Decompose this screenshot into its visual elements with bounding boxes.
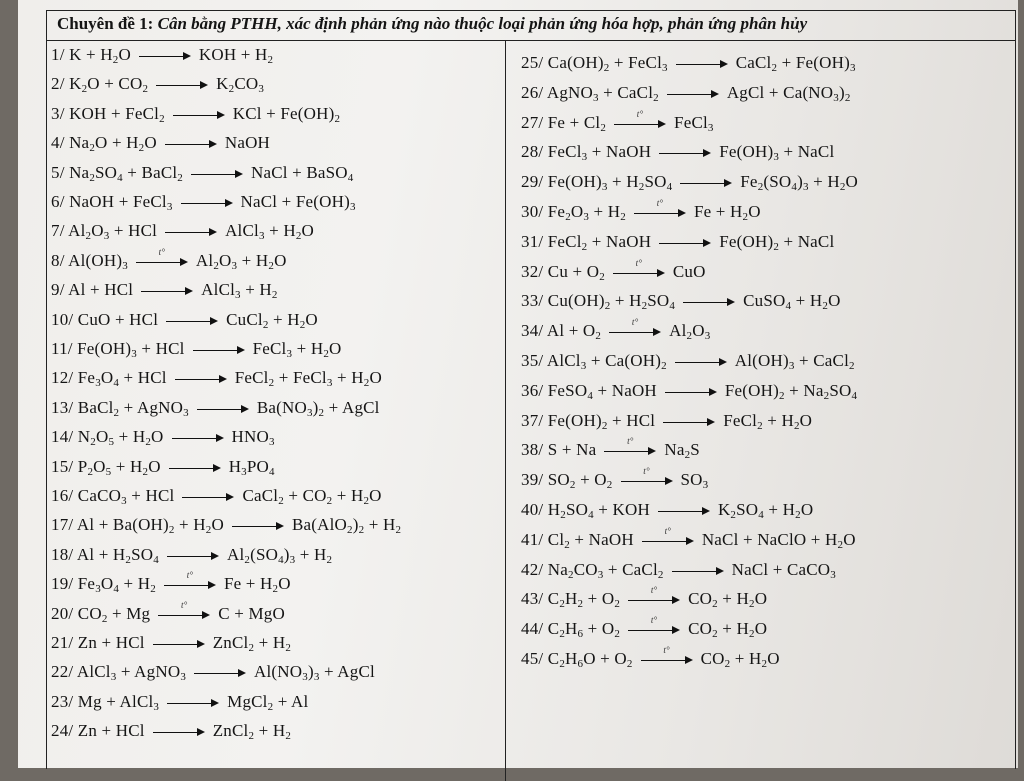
reactants: $P_2O_5 + H_2O$ bbox=[77, 456, 161, 478]
reactants: $Ca(OH)_2$ + FeCl$_3$ bbox=[547, 53, 668, 74]
equation-number: 37/ bbox=[521, 410, 548, 430]
reaction-arrow-icon bbox=[659, 236, 711, 250]
equation-number: 45/ bbox=[521, 649, 548, 668]
products: $Al(OH)_3$ + CaCl$_2$ bbox=[734, 351, 855, 372]
products: ZnCl$_2$ + $H_2$ bbox=[212, 721, 292, 743]
products: CaCl$_2$ + $CO_2 + H_2O$ bbox=[242, 486, 382, 507]
reactants: FeSO$_4$ + NaOH bbox=[547, 380, 657, 402]
reactants: $Fe_3O_4$ + HCl bbox=[77, 368, 167, 390]
heat-condition: t° bbox=[631, 317, 639, 328]
left-equation bbox=[51, 246, 287, 272]
reactants: $Fe_3O_4 + H_2$ bbox=[77, 574, 156, 596]
equation-number: 17/ bbox=[51, 515, 77, 535]
reactants: Al + HCl bbox=[68, 280, 134, 300]
reactants: $Al + O_2$ bbox=[546, 321, 602, 343]
equation-number: 10/ bbox=[51, 309, 78, 329]
left-equation bbox=[51, 45, 273, 65]
reaction-arrow-icon bbox=[642, 525, 694, 548]
reactants: CaCO$_3$ + HCl bbox=[77, 486, 175, 507]
left-equation bbox=[51, 74, 264, 94]
right-equation bbox=[521, 317, 711, 343]
left-equation bbox=[51, 486, 382, 506]
reactants: Zn + HCl bbox=[77, 633, 145, 652]
products: $CO_2 + H_2O$ bbox=[700, 649, 780, 670]
products: NaCl + $Fe(OH)_3$ bbox=[240, 192, 356, 213]
products: KOH + $H_2$ bbox=[198, 45, 274, 66]
reactants: $Na_2O + H_2O$ bbox=[69, 133, 157, 155]
right-equation bbox=[521, 198, 761, 223]
equation-number: 6/ bbox=[51, 192, 70, 211]
reaction-arrow-icon bbox=[156, 78, 208, 92]
worksheet-table bbox=[46, 10, 1016, 769]
equation-number: 32/ bbox=[521, 261, 548, 281]
left-equation bbox=[51, 545, 332, 565]
reaction-arrow-icon bbox=[665, 385, 717, 399]
products: CuCl$_2$ + $H_2O$ bbox=[226, 309, 318, 331]
reaction-arrow-icon bbox=[139, 49, 191, 63]
products: AlCl$_3$ + $H_2$ bbox=[201, 280, 278, 302]
heat-condition: t° bbox=[656, 198, 664, 209]
products: FeCl$_3$ bbox=[674, 112, 714, 134]
left-equation bbox=[51, 633, 291, 653]
reaction-arrow-icon bbox=[167, 696, 219, 710]
reaction-arrow-icon bbox=[675, 355, 727, 369]
equation-number: 12/ bbox=[51, 368, 78, 388]
heat-condition: t° bbox=[650, 585, 658, 596]
reactants: $Fe + Cl_2$ bbox=[547, 112, 607, 134]
heat-condition: t° bbox=[627, 436, 634, 447]
reaction-arrow-icon bbox=[658, 504, 710, 518]
reactants: $Cl_2$ + NaOH bbox=[547, 529, 634, 551]
equation-number: 13/ bbox=[51, 397, 78, 417]
reaction-arrow-icon bbox=[165, 137, 217, 151]
heat-condition: t° bbox=[636, 108, 644, 119]
products: CuO bbox=[672, 261, 706, 281]
reaction-arrow-icon bbox=[141, 284, 193, 298]
left-equation bbox=[51, 280, 278, 300]
products: $K_2SO_4 + H_2O$ bbox=[717, 500, 814, 521]
heat-condition: t° bbox=[664, 525, 672, 536]
title-instruction: Cân bằng PTHH, xác định phản ứng nào thuộc loại phản ứng hóa hợp, phản ứng phân hủy bbox=[157, 14, 808, 33]
left-equation bbox=[51, 662, 375, 682]
products: $Fe + H_2O$ bbox=[223, 574, 291, 596]
products: $CO_2 + H_2O$ bbox=[688, 619, 768, 641]
reactants: $Al + H_2SO_4$ bbox=[76, 544, 159, 566]
reaction-arrow-icon bbox=[158, 599, 210, 622]
equation-number: 26/ bbox=[521, 82, 547, 102]
products: FeCl$_2$ + $H_2O$ bbox=[723, 410, 813, 432]
right-equation bbox=[521, 257, 706, 283]
left-equation bbox=[51, 692, 308, 712]
left-equation bbox=[51, 398, 380, 418]
products: $Fe_2(SO_4)_3 + H_2O$ bbox=[740, 172, 859, 194]
products: $Fe(OH)_2 + Na_2SO_4$ bbox=[724, 380, 858, 402]
right-equation bbox=[521, 172, 858, 192]
reaction-arrow-icon bbox=[232, 519, 284, 533]
heat-condition: t° bbox=[643, 466, 650, 477]
equation-number: 23/ bbox=[51, 691, 78, 711]
reaction-arrow-icon bbox=[628, 585, 680, 607]
equation-number: 43/ bbox=[521, 589, 548, 609]
equation-number: 30/ bbox=[521, 202, 548, 221]
right-equation bbox=[521, 53, 856, 73]
products: NaCl + CaCO$_3$ bbox=[731, 559, 836, 581]
equation-number: 11/ bbox=[51, 339, 78, 358]
equation-number: 7/ bbox=[51, 221, 69, 241]
right-equation bbox=[521, 381, 857, 401]
equation-number: 44/ bbox=[521, 619, 548, 639]
reaction-arrow-icon bbox=[165, 225, 217, 239]
reactants: FeCl$_2$ + NaOH bbox=[547, 231, 652, 253]
reaction-arrow-icon bbox=[173, 108, 225, 122]
products: $Al_2O_3$ bbox=[669, 321, 711, 343]
left-equation bbox=[51, 721, 291, 741]
reactants: NaOH + FeCl$_3$ bbox=[69, 192, 173, 213]
equation-number: 4/ bbox=[51, 133, 70, 153]
left-equation bbox=[51, 310, 318, 330]
products: $Al_2(SO_4)_3 + H_2$ bbox=[226, 544, 333, 566]
products: CaCl$_2$ + $Fe(OH)_3$ bbox=[735, 53, 856, 74]
reaction-arrow-icon bbox=[641, 645, 693, 667]
reactants: $C_2H_6O + O_2$ bbox=[547, 649, 633, 670]
reaction-arrow-icon bbox=[181, 196, 233, 210]
right-equation bbox=[521, 142, 834, 162]
reaction-arrow-icon bbox=[136, 246, 188, 269]
products: CuSO$_4$ + $H_2O$ bbox=[743, 291, 841, 313]
right-equation bbox=[521, 500, 813, 520]
products: NaOH bbox=[224, 133, 271, 153]
products: $CO_2 + H_2O$ bbox=[688, 589, 768, 611]
products: $Ba(NO_3)_2$ + AgCl bbox=[256, 397, 380, 419]
right-equation bbox=[521, 560, 836, 580]
right-equation bbox=[521, 466, 709, 492]
reaction-arrow-icon bbox=[175, 372, 227, 386]
reaction-arrow-icon bbox=[621, 466, 673, 488]
products: $K_2CO_3$ bbox=[216, 74, 265, 96]
reaction-arrow-icon bbox=[153, 637, 205, 651]
reaction-arrow-icon bbox=[167, 549, 219, 563]
equation-number: 9/ bbox=[51, 280, 69, 300]
left-equation bbox=[51, 427, 275, 447]
heat-condition: t° bbox=[158, 246, 166, 257]
equation-number: 16/ bbox=[51, 486, 78, 505]
equation-number: 20/ bbox=[51, 603, 78, 623]
left-equation bbox=[51, 104, 340, 124]
reactants: $Fe_2O_3 + H_2$ bbox=[547, 202, 626, 223]
right-equation bbox=[521, 108, 714, 134]
reaction-arrow-icon bbox=[194, 666, 246, 680]
heat-condition: t° bbox=[186, 570, 194, 581]
equation-number: 38/ bbox=[521, 440, 548, 460]
equation-number: 39/ bbox=[521, 470, 548, 490]
products: KCl + $Fe(OH)_2$ bbox=[232, 103, 341, 125]
equation-number: 35/ bbox=[521, 351, 547, 370]
equation-number: 14/ bbox=[51, 427, 78, 447]
equation-number: 25/ bbox=[521, 53, 548, 72]
left-equation bbox=[51, 133, 270, 153]
products: MgCl$_2$ + Al bbox=[227, 691, 309, 713]
equation-number: 29/ bbox=[521, 172, 548, 192]
reaction-arrow-icon bbox=[169, 461, 221, 475]
reaction-arrow-icon bbox=[172, 431, 224, 445]
reaction-arrow-icon bbox=[166, 314, 218, 328]
reactants: $Cu(OH)_2 + H_2SO_4$ bbox=[547, 291, 676, 313]
heat-condition: t° bbox=[650, 615, 658, 626]
products: NaCl + NaClO + $H_2O$ bbox=[701, 529, 856, 551]
reactants: $Na_2CO_3$ + CaCl$_2$ bbox=[547, 559, 664, 581]
reaction-arrow-icon bbox=[634, 198, 686, 220]
reactants: AlCl$_3$ + AgNO$_3$ bbox=[76, 662, 187, 684]
equation-number: 27/ bbox=[521, 112, 548, 132]
reaction-arrow-icon bbox=[628, 615, 680, 637]
products: $Fe + H_2O$ bbox=[693, 202, 761, 223]
reactants: Mg + AlCl$_3$ bbox=[77, 691, 160, 713]
reactants: AgNO$_3$ + CaCl$_2$ bbox=[546, 82, 659, 104]
reactants: $H_2SO_4$ + KOH bbox=[547, 500, 650, 521]
column-divider bbox=[505, 41, 506, 781]
reaction-arrow-icon bbox=[197, 402, 249, 416]
equation-number: 40/ bbox=[521, 500, 548, 519]
products: FeCl$_2$ + FeCl$_3$ + $H_2O$ bbox=[234, 368, 382, 390]
reactants: $C_2H_2 + O_2$ bbox=[547, 589, 621, 611]
reaction-arrow-icon bbox=[663, 415, 715, 429]
reaction-arrow-icon bbox=[683, 295, 735, 309]
equation-number: 24/ bbox=[51, 721, 78, 741]
right-equation bbox=[521, 291, 841, 311]
products: C + MgO bbox=[218, 603, 285, 623]
equation-number: 28/ bbox=[521, 142, 548, 162]
reactants: $Fe(OH)_3$ + HCl bbox=[77, 339, 185, 360]
heat-condition: t° bbox=[635, 257, 643, 268]
equation-number: 31/ bbox=[521, 231, 548, 251]
reaction-arrow-icon bbox=[604, 436, 656, 458]
reactants: KOH + FeCl$_2$ bbox=[69, 103, 165, 125]
products: ZnCl$_2$ + $H_2$ bbox=[212, 633, 292, 654]
products: NaCl + BaSO$_4$ bbox=[251, 162, 354, 184]
reactants: $SO_2 + O_2$ bbox=[547, 470, 613, 492]
equation-number: 21/ bbox=[51, 633, 78, 652]
right-equation bbox=[521, 585, 768, 611]
reaction-arrow-icon bbox=[191, 167, 243, 181]
reactants: $Fe(OH)_2$ + HCl bbox=[547, 410, 656, 432]
left-equation bbox=[51, 163, 354, 183]
reaction-arrow-icon bbox=[680, 176, 732, 190]
right-equation bbox=[521, 645, 780, 670]
reaction-arrow-icon bbox=[672, 564, 724, 578]
left-equation bbox=[51, 221, 314, 241]
right-equation bbox=[521, 525, 856, 551]
equation-number: 3/ bbox=[51, 103, 70, 123]
reaction-arrow-icon bbox=[667, 87, 719, 101]
products: $Na_2S$ bbox=[664, 440, 700, 462]
reactants: $Cu + O_2$ bbox=[547, 261, 605, 283]
products: $SO_3$ bbox=[680, 470, 709, 492]
reactants: S + Na bbox=[547, 440, 597, 460]
products: $Al(NO_3)_3$ + AgCl bbox=[254, 662, 375, 684]
products: $Al_2O_3 + H_2O$ bbox=[195, 250, 287, 272]
products: $HNO_3$ bbox=[231, 427, 275, 449]
reaction-arrow-icon bbox=[676, 57, 728, 71]
equation-number: 42/ bbox=[521, 559, 548, 579]
equation-number: 18/ bbox=[51, 544, 77, 564]
reactants: Zn + HCl bbox=[77, 721, 145, 741]
equation-number: 2/ bbox=[51, 74, 70, 94]
equation-number: 22/ bbox=[51, 662, 77, 682]
reaction-arrow-icon bbox=[182, 490, 234, 504]
reactants: FeCl$_3$ + NaOH bbox=[547, 142, 652, 164]
reactants: $K_2O + CO_2$ bbox=[69, 74, 149, 96]
reactants: $Fe(OH)_3 + H_2SO_4$ bbox=[547, 172, 673, 194]
equation-number: 34/ bbox=[521, 321, 547, 341]
equation-number: 33/ bbox=[521, 291, 548, 311]
reactants: AlCl$_3$ + $Ca(OH)_2$ bbox=[546, 351, 667, 372]
products: FeCl$_3$ + $H_2O$ bbox=[252, 339, 342, 360]
reaction-arrow-icon bbox=[164, 570, 216, 592]
products: AlCl$_3$ + $H_2O$ bbox=[225, 221, 315, 243]
products: $Ba(AlO_2)_2 + H_2$ bbox=[291, 515, 402, 537]
equation-number: 5/ bbox=[51, 162, 70, 182]
reaction-arrow-icon bbox=[613, 257, 665, 280]
left-equation bbox=[51, 457, 275, 477]
left-equation bbox=[51, 192, 356, 212]
title-topic: Chuyên đề 1: bbox=[57, 14, 154, 33]
reaction-arrow-icon bbox=[193, 343, 245, 357]
left-equation bbox=[51, 599, 285, 625]
products: $Fe(OH)_3$ + NaCl bbox=[719, 142, 835, 164]
heat-condition: t° bbox=[180, 599, 188, 610]
products: $H_3PO_4$ bbox=[228, 456, 275, 478]
reaction-arrow-icon bbox=[614, 108, 666, 131]
paper-sheet bbox=[18, 0, 1018, 768]
left-equation bbox=[51, 368, 382, 388]
reactants: $Al(OH)_3$ bbox=[68, 250, 128, 272]
heat-condition: t° bbox=[663, 645, 670, 656]
reactants: $K + H_2O$ bbox=[69, 45, 131, 66]
reactants: $Al_2O_3$ + HCl bbox=[68, 221, 158, 243]
reactants: CuO + HCl bbox=[77, 309, 159, 329]
right-equation bbox=[521, 351, 855, 371]
reactants: $CO_2 + Mg$ bbox=[77, 603, 151, 625]
equation-number: 36/ bbox=[521, 380, 548, 400]
equation-number: 8/ bbox=[51, 250, 69, 270]
reactants: $Na_2SO_4$ + BaCl$_2$ bbox=[69, 162, 183, 184]
worksheet-title bbox=[47, 11, 1015, 41]
right-equation bbox=[521, 83, 851, 103]
reaction-arrow-icon bbox=[609, 317, 661, 339]
reactants: $C_2H_6 + O_2$ bbox=[547, 619, 621, 641]
equation-number: 41/ bbox=[521, 529, 548, 549]
right-equation bbox=[521, 436, 700, 462]
left-equation bbox=[51, 339, 342, 359]
products: $Fe(OH)_2$ + NaCl bbox=[719, 231, 835, 253]
reactants: BaCl$_2$ + AgNO$_3$ bbox=[77, 397, 189, 419]
reactants: $N_2O_5 + H_2O$ bbox=[77, 427, 164, 449]
reactants: $Al + Ba(OH)_2 + H_2O$ bbox=[76, 515, 224, 537]
right-equation bbox=[521, 232, 834, 252]
equation-number: 19/ bbox=[51, 574, 78, 594]
reaction-arrow-icon bbox=[659, 146, 711, 160]
equation-number: 1/ bbox=[51, 45, 70, 64]
right-equation bbox=[521, 615, 768, 641]
equation-number: 15/ bbox=[51, 456, 78, 476]
products: AgCl + $Ca(NO_3)_2$ bbox=[726, 82, 851, 104]
left-equation bbox=[51, 570, 291, 596]
right-equation bbox=[521, 411, 812, 431]
left-equation bbox=[51, 515, 401, 535]
reaction-arrow-icon bbox=[153, 725, 205, 739]
